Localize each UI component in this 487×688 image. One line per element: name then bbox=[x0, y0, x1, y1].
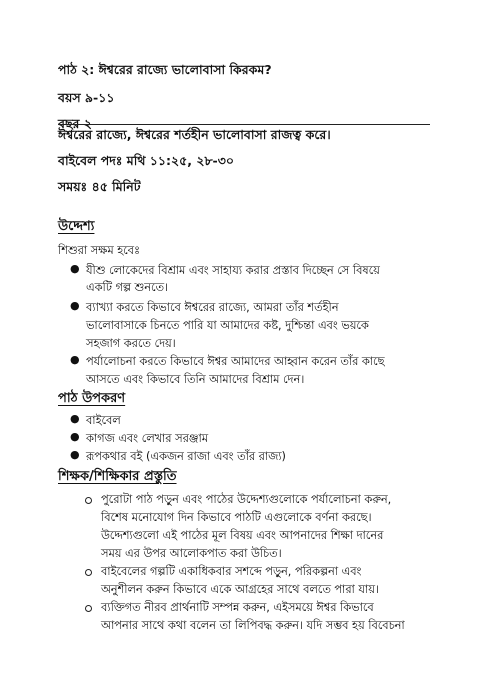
prep-3-line-1: ব্যক্তিগত নীরব প্রার্থনাটি সম্পন্ন করুন, এইসময়ে ঈশ্বর কিভাবে bbox=[101, 601, 374, 614]
bullet-dot: ● bbox=[70, 448, 80, 461]
objective-2-line-2: ভালোবাসাকে চিনতে পারি যা আমাদের কষ্ট, দুশ্চিন্তা এবং ভয়কে bbox=[86, 319, 369, 332]
material-item: কাগজ এবং লেখার সরঞ্জাম bbox=[86, 432, 208, 445]
bullet-dot: ● bbox=[70, 412, 80, 425]
hollow-bullet bbox=[85, 605, 92, 612]
hollow-bullet bbox=[85, 497, 92, 504]
objective-1-line-2: একটি গল্প শুনতে। bbox=[86, 281, 169, 294]
materials-heading: পাঠ উপকরণ bbox=[58, 391, 126, 406]
objective-2-line-3: সহজাগ করতে দেয়। bbox=[86, 337, 176, 350]
lesson-age: বয়স ৯-১১ bbox=[58, 90, 115, 105]
lesson-title: পাঠ ২: ঈশ্বরের রাজ্যে ভালোবাসা কিরকম? bbox=[58, 62, 272, 77]
bullet-dot: ● bbox=[70, 262, 80, 275]
bullet-dot: ● bbox=[70, 430, 80, 443]
objective-3-line-2: আসতে এবং কিভাবে তিনি আমাদের বিশ্রাম দেন। bbox=[86, 373, 305, 386]
prep-1-line-4: সময় এর উপর আলোকপাত করা উচিত। bbox=[101, 547, 282, 560]
objective-2-line-1: ব্যাখ্যা করতে কিভাবে ঈশ্বরের রাজ্যে, আমরা তাঁর শর্তহীন bbox=[86, 301, 339, 314]
teacher-prep-heading: শিক্ষক/শিক্ষিকার প্রস্তুতি bbox=[58, 469, 177, 484]
prep-1-line-1: পুরোটা পাঠ পড়ুন এবং পাঠের উদ্দেশ্যগুলোকে পর্যালোচনা করুন, bbox=[101, 493, 392, 506]
prep-1-line-2: বিশেষ মনোযোগ দিন কিভাবে পাঠটি এগুলোকে বর্ণনা করছে। bbox=[101, 511, 372, 524]
objectives-intro: শিশুরা সক্ষম হবেঃ bbox=[58, 244, 140, 257]
bullet-dot: ● bbox=[70, 353, 80, 366]
bullet-dot: ● bbox=[70, 299, 80, 312]
lesson-year: বছর ২ bbox=[58, 116, 92, 131]
prep-3-line-2: আপনার সাথে কথা বলেন তা লিপিবদ্ধ করুন। যদি সম্ভব হয় বিবেচনা bbox=[101, 619, 405, 632]
material-item: বাইবেল bbox=[86, 414, 121, 427]
bible-verse: বাইবেল পদঃ মথি ১১:২৫, ২৮-৩০ bbox=[58, 153, 235, 168]
prep-2-line-2: অনুশীলন করুন কিভাবে একে আগ্রহের সাথে বলতে পারা যায়। bbox=[101, 583, 379, 596]
material-item: রূপকথার বই (একজন রাজা এবং তাঁর রাজ্য) bbox=[86, 450, 286, 463]
objectives-heading: উদ্দেশ্য bbox=[58, 219, 95, 234]
prep-1-line-3: উদ্দেশ্যগুলো এই পাঠের মূল বিষয় এবং আপনাদের শিক্ষা দানের bbox=[101, 529, 384, 542]
lesson-time: সময়ঃ ৪৫ মিনিট bbox=[58, 179, 141, 194]
header-divider bbox=[58, 124, 430, 125]
lesson-theme: ঈশ্বরের রাজ্যে, ঈশ্বরের শর্তহীন ভালোবাসা রাজত্ব করে। bbox=[58, 127, 331, 142]
prep-2-line-1: বাইবেলের গল্পটি একাধিকবার সশব্দে পড়ুন, পরিকল্পনা এবং bbox=[101, 565, 362, 578]
objective-3-line-1: পর্যালোচনা করতে কিভাবে ঈশ্বর আমাদের আহ্বান করেন তাঁর কাছে bbox=[86, 355, 385, 368]
hollow-bullet bbox=[85, 569, 92, 576]
objective-1-line-1: যীশু লোকেদের বিশ্রাম এবং সাহায্য করার প্রস্তাব দিচ্ছেন সে বিষয়ে bbox=[86, 264, 380, 277]
